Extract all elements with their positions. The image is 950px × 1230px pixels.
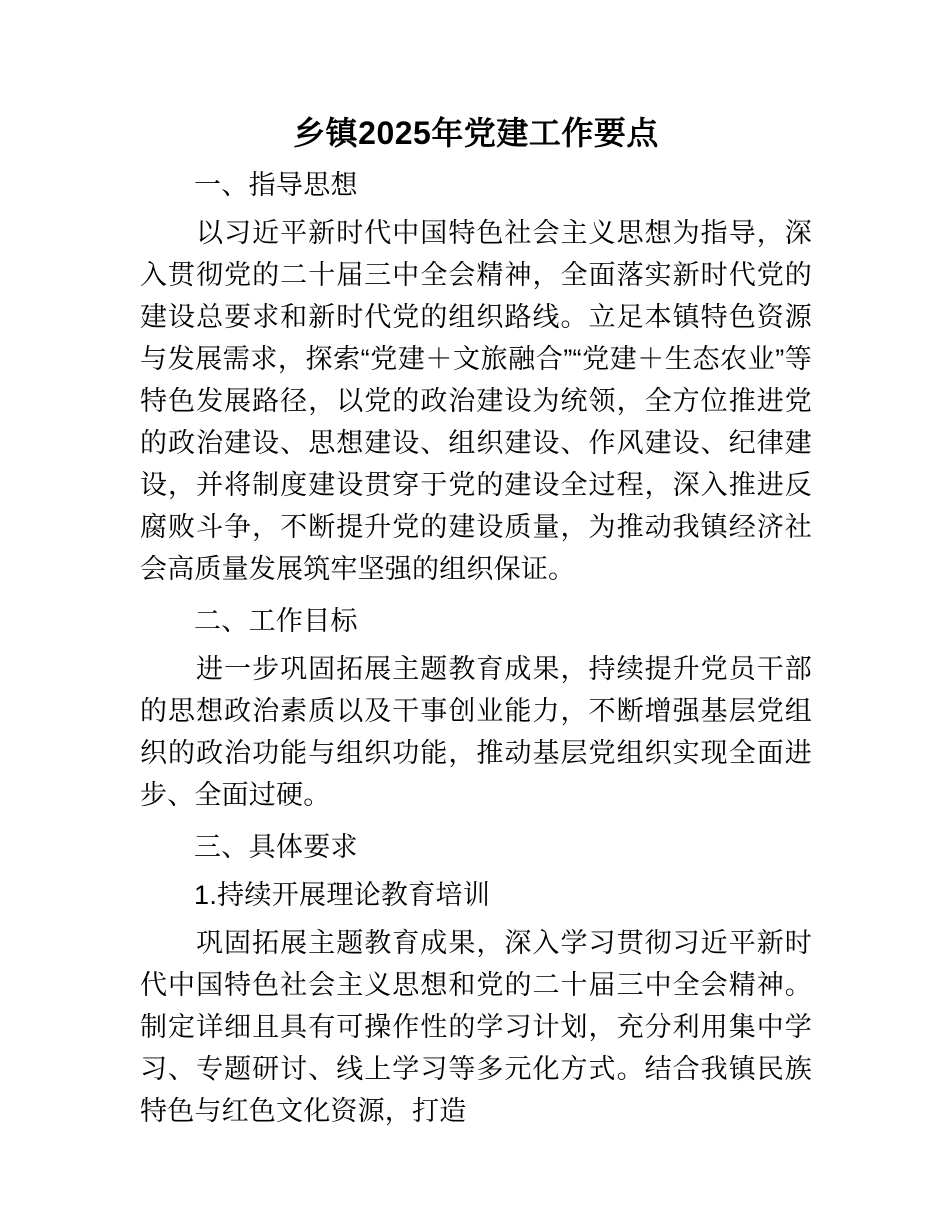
subsection-3-1-paragraph-1: 巩固拓展主题教育成果，深入学习贯彻习近平新时代中国特色社会主义思想和党的二十届三中全会精神。制定详细且具有可操作性的学习计划，充分利用集中学习、专题研讨、线上学习等多元化方式。结合我镇民族特色与红色文化资源，打造: [140, 928, 812, 1126]
page-title: 乡镇2025年党建工作要点: [293, 115, 659, 151]
spacer: [140, 590, 812, 600]
spacer: [140, 154, 812, 164]
spacer: [140, 816, 812, 826]
subsection-heading-3-1: 1.持续开展理论教育培训: [194, 880, 491, 910]
document-body: [140, 0, 812, 1132]
section-heading-2: 二、工作目标: [194, 606, 358, 636]
section-heading-3: 三、具体要求: [194, 832, 358, 862]
section-2-paragraph-1: 进一步巩固拓展主题教育成果，持续提升党员干部的思想政治素质以及干事创业能力，不断增强基层党组织的政治功能与组织功能，推动基层党组织实现全面进步、全面过硬。: [140, 654, 812, 810]
section-1-paragraph-1: 以习近平新时代中国特色社会主义思想为指导，深入贯彻党的二十届三中全会精神，全面落实新时代党的建设总要求和新时代党的组织路线。立足本镇特色资源与发展需求，探索“党建＋文旅融合”“党建＋生态农业”等特色发展路径，以党的政治建设为统领，全方位推进党的政治建设、思想建设、组织建设、作风建设、纪律建设，并将制度建设贯穿于党的建设全过程，深入推进反腐败斗争，不断提升党的建设质量，为推动我镇经济社会高质量发展筑牢坚强的组织保证。: [140, 218, 812, 584]
section-heading-1: 一、指导思想: [194, 170, 358, 200]
